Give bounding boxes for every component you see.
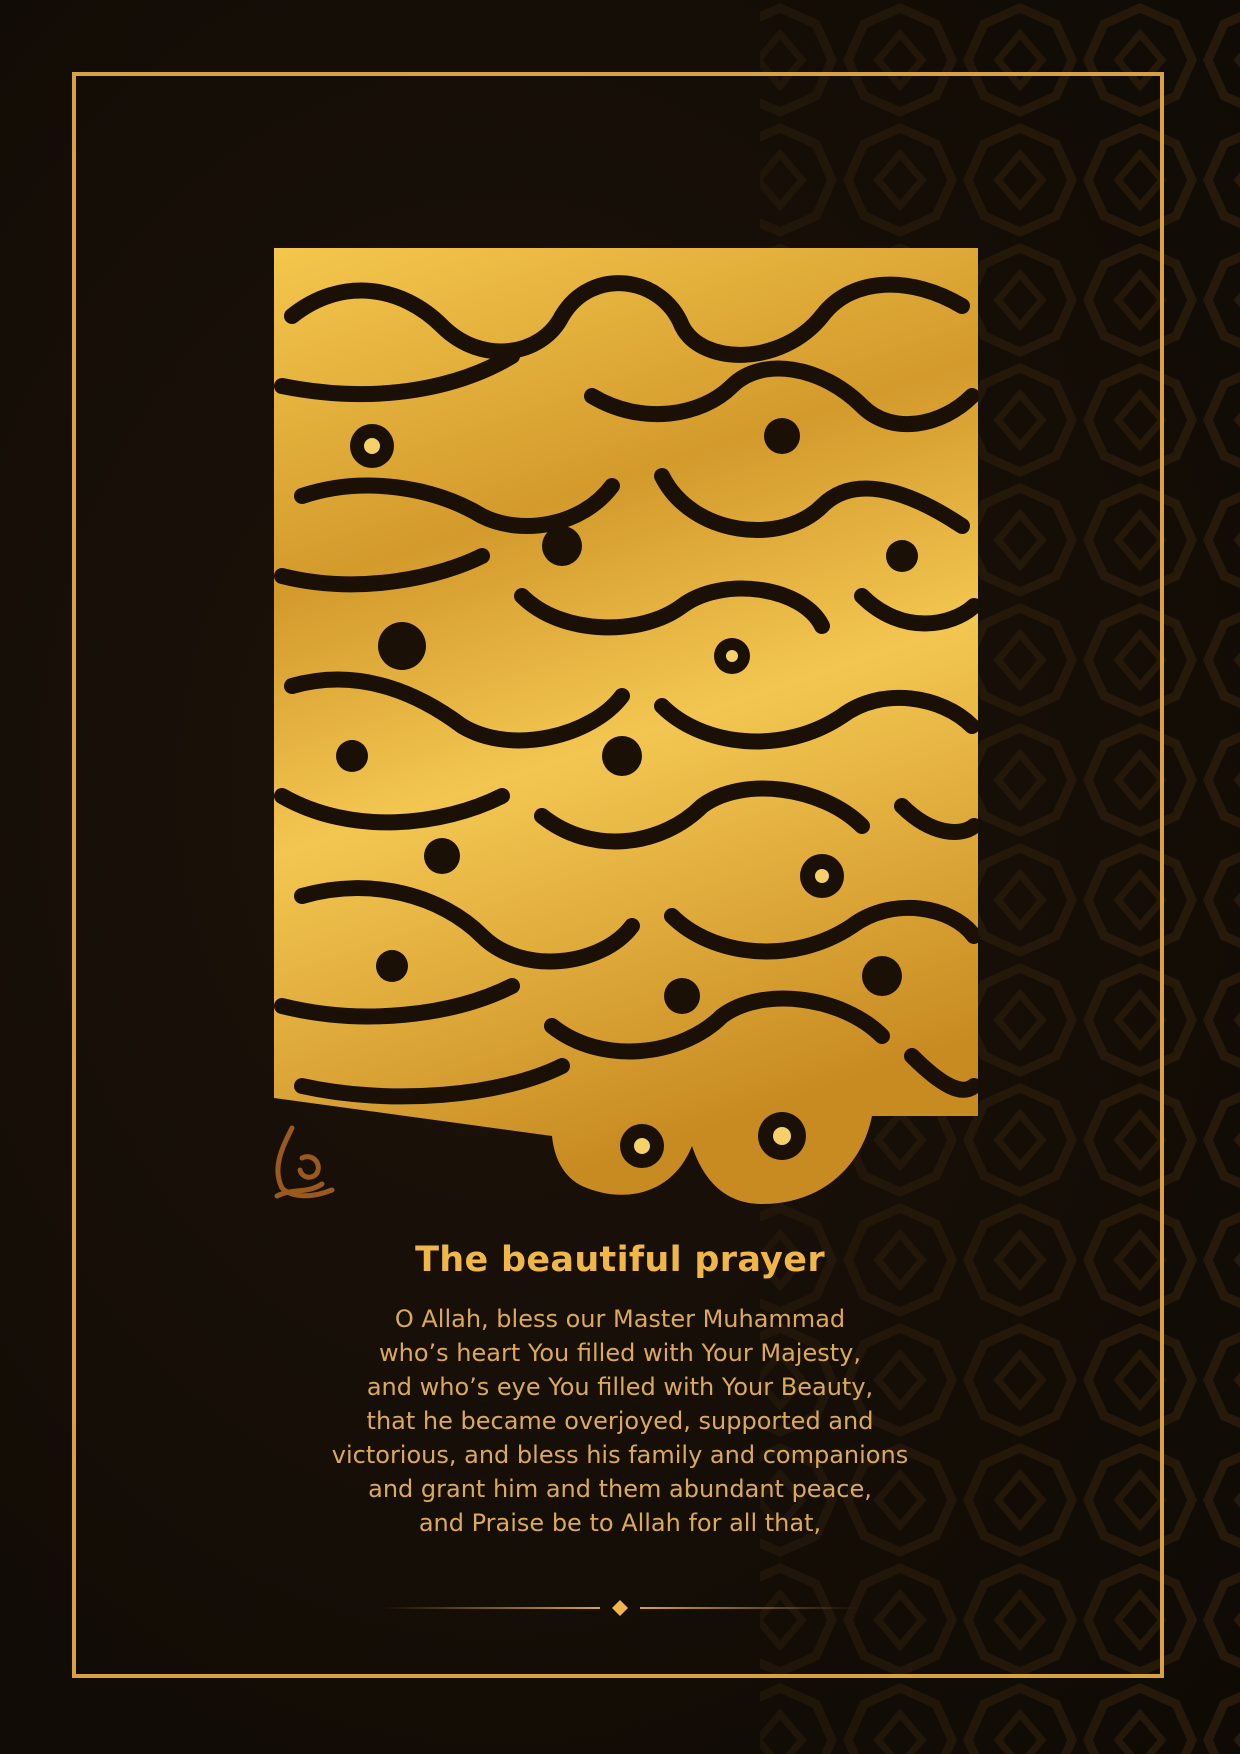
prayer-line: and Praise be to Allah for all that, [418,1509,822,1537]
prayer-text [0,1302,1240,1540]
artist-signature-logo [262,1118,342,1202]
prayer-line: and grant him and them abundant peace, [368,1475,872,1503]
diamond-ornament-icon [612,1600,628,1616]
prayer-line: that he became overjoyed, supported and [366,1407,874,1435]
arabic-calligraphy-artwork [262,236,990,1216]
prayer-line: who’s heart You filled with Your Majesty, [379,1339,861,1367]
prayer-line: victorious, and bless his family and companions [331,1441,909,1469]
poster-title: The beautiful prayer [415,1240,825,1280]
ornamental-divider [382,1598,858,1618]
prayer-line: and who’s eye You filled with Your Beauty, [366,1373,874,1401]
prayer-line: O Allah, bless our Master Muhammad [394,1305,846,1333]
